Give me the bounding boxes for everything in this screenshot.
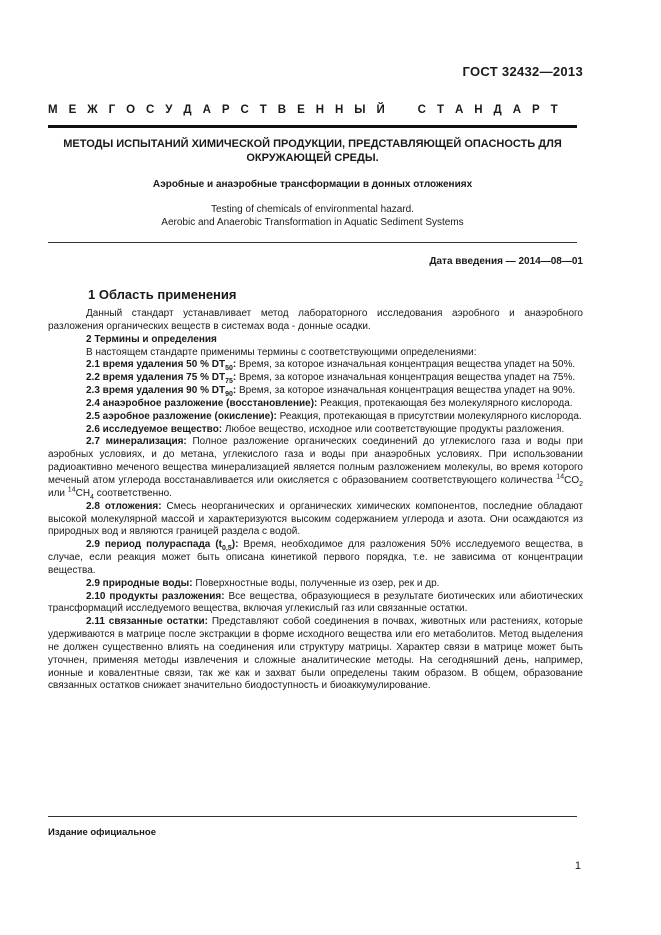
- section-1-heading: 1 Область применения: [88, 287, 237, 302]
- interstate-letter: С: [146, 104, 155, 116]
- interstate-letter: Н: [315, 104, 325, 116]
- term-2-2-label: 2.2 время удаления 75 % $DT_{75}$:: [86, 372, 237, 386]
- interstate-letter: Р: [531, 104, 540, 116]
- interstate-letter: Т: [259, 104, 267, 116]
- term-2-1-label: 2.1 время удаления 50 % $DT_{50}$:: [86, 359, 237, 373]
- title-line-1: МЕТОДЫ ИСПЫТАНИЙ ХИМИЧЕСКОЙ ПРОДУКЦИИ, ПРЕДСТАВЛЯЮЩЕЙ ОПАСНОСТЬ ДЛЯ: [63, 138, 562, 150]
- title-rule: [48, 242, 577, 243]
- term-2-3: [48, 385, 583, 398]
- interstate-letter: Г: [108, 104, 116, 116]
- header-rule: [48, 125, 577, 128]
- term-2-1-sub: 50: [225, 365, 233, 373]
- standard-number: ГОСТ 32432—2013: [462, 64, 583, 79]
- term-2-3-text: Время, за которое изначальная концентрация вещества упадет на 90%.: [239, 385, 576, 397]
- term-2-2: [48, 372, 583, 385]
- section-2-heading-text: 2 Термины и определения: [86, 333, 217, 345]
- term-2-9-natural-waters: [48, 578, 583, 591]
- term-2-11: [48, 616, 583, 693]
- term-2-1-name: 2.1 время удаления 50 % DT: [86, 359, 226, 371]
- interstate-letter: Ж: [87, 104, 98, 116]
- page-number: 1: [574, 860, 581, 872]
- term-2-5-label: 2.5 аэробное разложение (окисление):: [86, 410, 277, 422]
- section-1-text: Данный стандарт устанавливает метод лабораторного исследования аэробного и анаэробного разложения органических веществ в системах вода - донные осадки.: [48, 308, 583, 332]
- interstate-letter: Ы: [354, 104, 366, 116]
- term-2-9-text: Время, необходимое для разложения 50% исследуемого вещества, в случае, если реакция может быть описана кинетикой первого порядка, т.е. не зависима от концентрации вещества.: [48, 539, 584, 576]
- term-2-3-name: 2.3 время удаления 90 % DT: [86, 385, 226, 397]
- title-line-2: ОКРУЖАЮЩЕЙ СРЕДЫ.: [246, 152, 379, 164]
- term-2-8: [48, 501, 583, 540]
- term-2-3-sub: 90: [225, 391, 233, 399]
- term-2-4-text: Реакция, протекающая без молекулярного кислорода.: [320, 397, 573, 409]
- term-2-9: [48, 539, 583, 578]
- term-2-7-text-b: соответственно.: [96, 487, 172, 499]
- co2-isotope-sup: 14: [556, 473, 565, 481]
- term-2-10-text: Все вещества, образующиеся в результате биотических или абиотических трансформаций исследуемого вещества, включая углекислый газ или связанные остатки.: [48, 590, 583, 615]
- footer-rule: [48, 816, 577, 817]
- term-2-11-text: Представляют собой соединения в почвах, животных или растениях, которые удерживаются в матрице после экстракции в форме исходного вещества или его метаболитов. Метод выделения не должен существенно влиять на соединения или структуру матрицы. Характер связи в матрице может быть уточнен, применяя методы извлечения и сложные аналитические методы. На сегодняшний день, например, ионные и ковалентные связи, так же как и захват были определены таким образом. В общем, образование связанных остатков снижает значительно биодоступность и биоаккумулирование.: [48, 616, 583, 692]
- interstate-letter: А: [454, 104, 464, 116]
- section-2-heading: [48, 334, 583, 347]
- term-2-8-label: 2.8 отложения:: [86, 500, 162, 512]
- ch4-sub: 4: [90, 493, 94, 501]
- term-2-10: [48, 591, 583, 617]
- english-title-line-1: Testing of chemicals of environmental hazard.: [211, 204, 414, 215]
- interstate-letter: М: [48, 104, 58, 116]
- interstate-standard-heading: [48, 104, 558, 116]
- section-2-intro: В настоящем стандарте применимы термины с соответствующими определениями:: [86, 346, 477, 358]
- interstate-letter: А: [202, 104, 211, 116]
- intro-date: Дата введения — 2014—08—01: [429, 256, 583, 267]
- ch4-formula: CH: [75, 487, 91, 499]
- term-2-1: [48, 359, 583, 372]
- term-2-7: [48, 436, 583, 500]
- document-body: [48, 308, 583, 693]
- interstate-letter: В: [277, 104, 287, 116]
- term-2-10-label: 2.10 продукты разложения:: [86, 590, 225, 602]
- co2-sub: 2: [579, 480, 583, 488]
- interstate-letter: Т: [436, 104, 444, 116]
- term-2-5-text: Реакция, протекающая в присутствии молекулярного кислорода.: [279, 410, 582, 422]
- document-title: [48, 137, 577, 165]
- interstate-letter: Н: [334, 104, 344, 116]
- term-2-8-text: Смесь неорганических и органических химических компонентов, последние обладают высокой молекулярной массой и характеризуются высоким содержанием углерода и азота. Они осаждаются из природных вод и являются границей раздела с водой.: [48, 500, 584, 538]
- english-title-line-2: Aerobic and Anaerobic Transformation in Aquatic Sediment Systems: [161, 216, 464, 228]
- term-2-9b-label: 2.9 природные воды:: [86, 577, 193, 589]
- interstate-letter: Й: [376, 104, 385, 116]
- interstate-letter: С: [240, 104, 249, 116]
- term-2-6-text: Любое вещество, исходное или соответствующие продукты разложения.: [224, 423, 565, 435]
- interstate-letter: А: [512, 104, 521, 116]
- interstate-letter: Д: [183, 104, 192, 116]
- interstate-letter: О: [126, 104, 136, 116]
- english-title: [48, 204, 577, 229]
- term-2-11-label: 2.11 связанные остатки:: [86, 616, 208, 628]
- term-2-9-name-end: ):: [231, 539, 239, 551]
- interstate-letter: Е: [297, 104, 305, 116]
- term-2-6: [48, 424, 583, 437]
- interstate-letter: У: [165, 104, 173, 116]
- document-subtitle: Аэробные и анаэробные трансформации в донных отложениях: [152, 179, 473, 190]
- interstate-letter: Т: [550, 104, 558, 116]
- term-2-7-label: 2.7 минерализация:: [86, 436, 187, 448]
- term-2-7-text-a: Полное разложение органических соединений до углекислого газа и воды при аэробных условиях, и до метана, углекислого газа и воды при анаэробных условиях. При использовании радиоактивно меченого вещества минерализацией является полным разложением молекулы, во время которого меченый атом углерода восстанавливается или окисляется с образованием соответствующего количества: [48, 436, 583, 486]
- term-2-2-sub: 75: [225, 378, 233, 386]
- term-2-2-text: Время, за которое изначальная концентрация вещества упадет на 75%.: [239, 372, 576, 384]
- interstate-letter: Е: [68, 104, 77, 116]
- interstate-letter: С: [417, 104, 426, 116]
- term-2-6-label: 2.6 исследуемое вещество:: [86, 423, 223, 435]
- term-2-5: [48, 411, 583, 424]
- or-word: или: [48, 487, 66, 499]
- edition-note: Издание официальное: [48, 827, 156, 838]
- term-2-9-label: [86, 539, 239, 553]
- term-2-9b-text: Поверхностные воды, полученные из озер, рек и др.: [195, 577, 440, 589]
- interstate-letter: Р: [221, 104, 230, 116]
- term-2-4: [48, 398, 583, 411]
- interstate-letter: Н: [474, 104, 483, 116]
- term-2-1-text: Время, за которое изначальная концентрация вещества упадет на 50%.: [239, 359, 576, 371]
- ch4-isotope-sup: 14: [67, 486, 76, 494]
- term-2-9-name: 2.9 период полураспада (t: [86, 539, 223, 551]
- term-2-9-sub: 0,5: [222, 545, 232, 553]
- term-2-4-label: 2.4 анаэробное разложение (восстановление):: [86, 397, 318, 409]
- co2-formula: CO: [564, 474, 580, 486]
- term-2-2-name: 2.2 время удаления 75 % DT: [86, 372, 226, 384]
- interstate-letter: Д: [493, 104, 502, 116]
- term-2-3-label: 2.3 время удаления 90 % $DT_{90}$:: [86, 385, 237, 399]
